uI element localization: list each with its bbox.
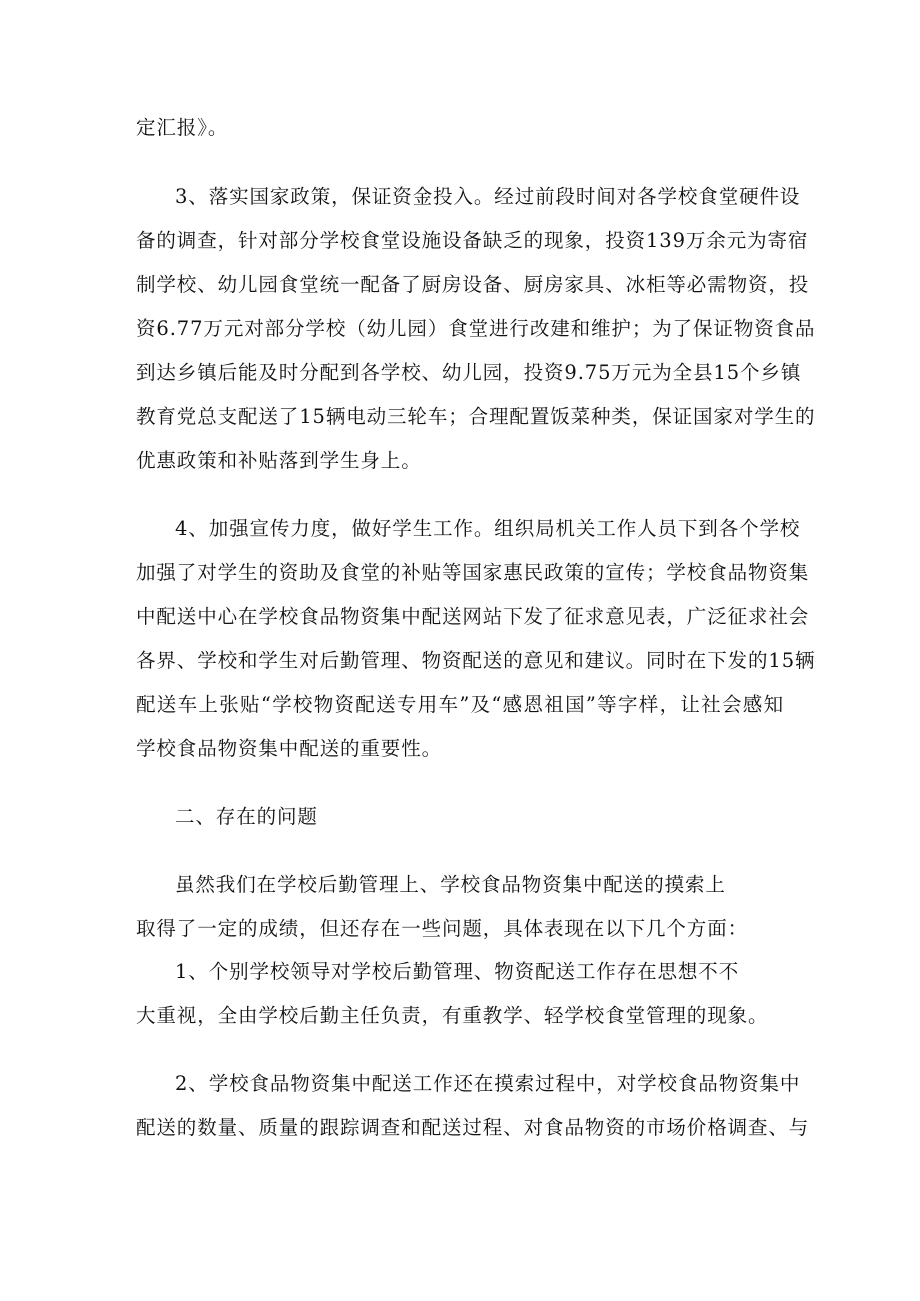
- paragraph-line: 中配送中心在学校食品物资集中配送网站下发了征求意见表，广泛征求社会: [136, 605, 810, 628]
- paragraph-line: 1、个别学校领导对学校后勤管理、物资配送工作存在思想不不: [175, 960, 740, 983]
- paragraph-line: 配送车上张贴“学校物资配送专用车”及“感恩祖国”等字样，让社会感知: [136, 693, 784, 716]
- paragraph-line: 资6.77万元对部分学校（幼儿园）食堂进行改建和维护；为了保证物资食品: [136, 317, 816, 340]
- paragraph-line: 各界、学校和学生对后勤管理、物资配送的意见和建议。同时在下发的15辆: [136, 649, 816, 672]
- paragraph-line: 3、落实国家政策，保证资金投入。经过前段时间对各学校食堂硬件设: [175, 185, 801, 208]
- paragraph-line: 定汇报》。: [136, 116, 229, 139]
- paragraph-line: 到达乡镇后能及时分配到各学校、幼儿园，投资9.75万元为全县15个乡镇: [136, 361, 802, 384]
- paragraph-line: 优惠政策和补贴落到学生身上。: [136, 449, 422, 472]
- paragraph-line: 2、学校食品物资集中配送工作还在摸索过程中，对学校食品物资集中: [175, 1072, 801, 1095]
- paragraph-line: 制学校、幼儿园食堂统一配备了厨房设备、厨房家具、冰柜等必需物资，投: [136, 273, 810, 296]
- paragraph-line: 虽然我们在学校后勤管理上、学校食品物资集中配送的摸索上: [175, 873, 726, 896]
- paragraph-line: 配送的数量、质量的跟踪调查和配送过程、对食品物资的市场价格调查、与: [136, 1116, 810, 1139]
- paragraph-line: 教育党总支配送了15辆电动三轮车；合理配置饭菜种类，保证国家对学生的: [136, 405, 816, 428]
- paragraph-line: 学校食品物资集中配送的重要性。: [136, 737, 443, 760]
- paragraph-line: 大重视，全由学校后勤主任负责，有重教学、轻学校食堂管理的现象。: [136, 1004, 769, 1027]
- section-heading: 二、存在的问题: [175, 805, 318, 828]
- paragraph-line: 备的调查，针对部分学校食堂设施设备缺乏的现象，投资139万余元为寄宿: [136, 229, 809, 252]
- paragraph-line: 取得了一定的成绩，但还存在一些问题，具体表现在以下几个方面：: [136, 917, 749, 940]
- paragraph-line: 4、加强宣传力度，做好学生工作。组织局机关工作人员下到各个学校: [175, 517, 801, 540]
- paragraph-line: 加强了对学生的资助及食堂的补贴等国家惠民政策的宣传；学校食品物资集: [136, 561, 810, 584]
